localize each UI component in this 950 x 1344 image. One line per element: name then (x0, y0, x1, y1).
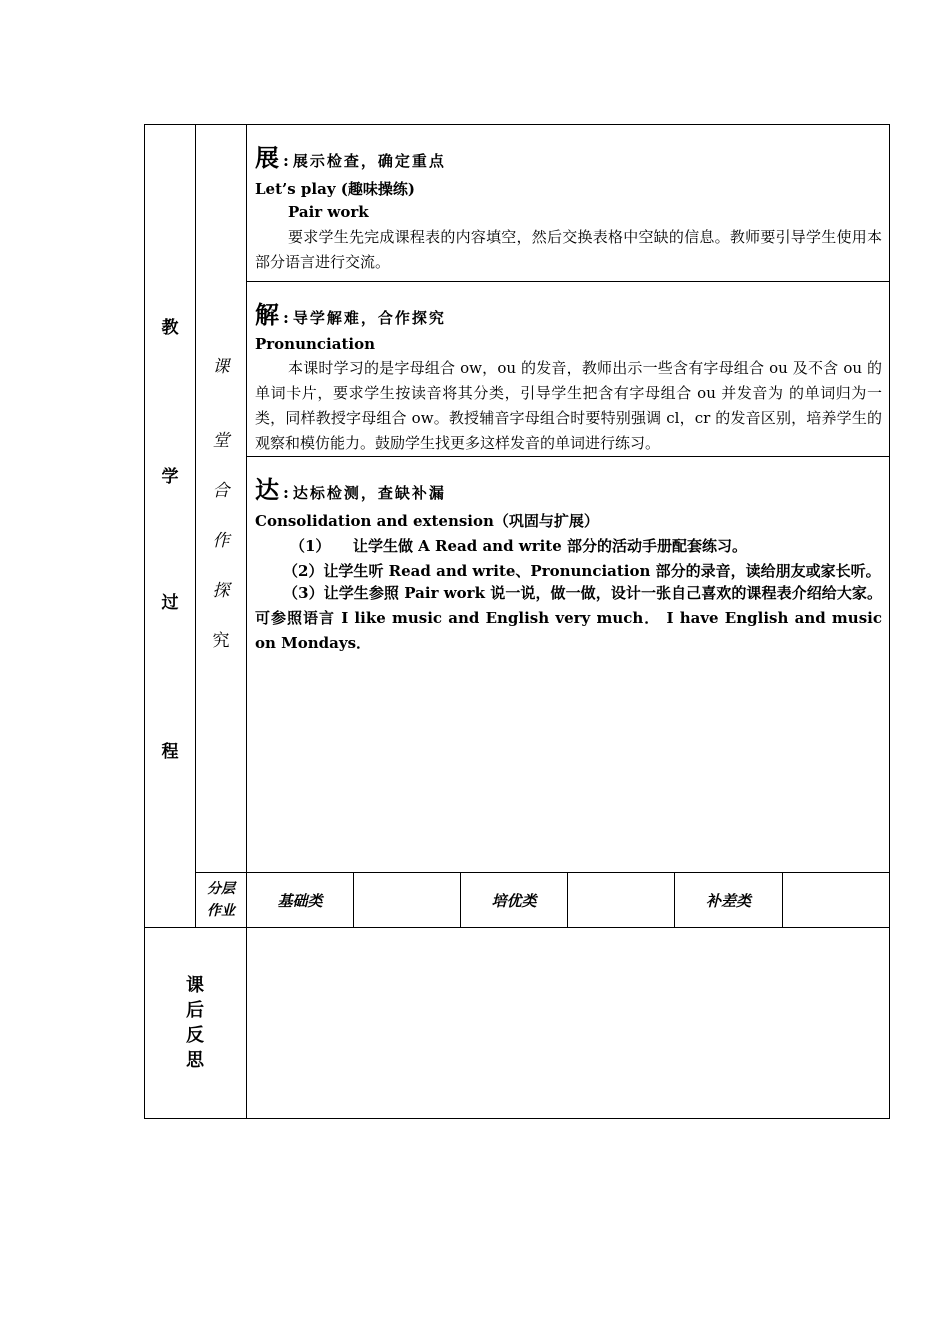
table-border-bottom (144, 1118, 890, 1119)
table-border-top (144, 124, 890, 125)
section-da-item-3: （3）让学生参照 Pair work 说一说，做一做，设计一张自己喜欢的课程表介绍给大家。可参照语言 I like music and English very much． I have English and music on Mondays． (255, 584, 882, 652)
section-zhan-lets-play: Let’s play (趣味操练) (255, 180, 415, 198)
section-zhan-pair-work: Pair work (288, 203, 369, 221)
section-zhan-colon: : (283, 151, 289, 170)
cooperation-char-2: 堂 (212, 431, 230, 451)
homework-advanced-field[interactable] (568, 873, 674, 927)
homework-remedial-field[interactable] (783, 873, 889, 927)
reflection-char-4: 思 (186, 1050, 204, 1071)
section-zhan-paragraph: 要求学生先完成课程表的内容填空，然后交换表格中空缺的信息。教师要引导学生使用本部分语言进行交流。 (255, 228, 882, 271)
divider-row-zhan (246, 281, 890, 282)
divider-row-jie (246, 456, 890, 457)
section-jie-pronunciation: Pronunciation (255, 335, 375, 353)
table-border-right (889, 124, 890, 1119)
cooperation-char-5: 探 (212, 581, 230, 601)
homework-label-line-2: 作业 (207, 903, 235, 919)
section-zhan-heading (255, 138, 446, 173)
homework-label (196, 873, 246, 927)
teaching-process-char-4: 程 (161, 742, 179, 762)
divider-col-1 (195, 124, 196, 927)
homework-basic-label: 基础类 (277, 891, 323, 910)
section-jie-subtitle: 导学解难，合作探究 (292, 309, 446, 327)
homework-advanced-label: 培优类 (491, 891, 537, 910)
section-da-item-1: （1） 让学生做 A Read and write 部分的活动手册配套练习。 (290, 537, 748, 555)
teaching-process-char-3: 过 (161, 593, 179, 613)
section-jie-heading (255, 295, 446, 330)
section-zhan-big-char: 展 (255, 143, 279, 172)
section-da-item-2: （2）让学生听 Read and write、Pronunciation 部分的录音，读给朋友或家长听。 (283, 562, 881, 580)
reflection-char-1: 课 (186, 975, 204, 996)
section-jie-big-char: 解 (255, 300, 279, 329)
section-da-big-char: 达 (255, 475, 279, 504)
reflection-char-2: 后 (186, 1000, 204, 1021)
teaching-process-char-1: 教 (161, 318, 179, 338)
section-jie-paragraph: 本课时学习的是字母组合 ow，ou 的发音，教师出示一些含有字母组合 ou 及不含 ou 的单词卡片，要求学生按读音将其分类，引导学生把含有字母组合 ou 并发音为 的单词归为一类，同样教授字母组合 ow。教授辅音字母组合时要特别强调 cl，cr 的发音区别，培养学生的观察和模仿能力。鼓励学生找更多这样发音的单词进行练习。 (255, 359, 882, 452)
reflection-content-area[interactable] (247, 928, 889, 1118)
section-zhan-subtitle: 展示检查，确定重点 (292, 152, 446, 170)
reflection-label (180, 973, 210, 1073)
cooperation-char-3: 合 (212, 481, 230, 501)
teaching-process-char-2: 学 (161, 467, 179, 487)
homework-remedial-label: 补差类 (705, 891, 751, 910)
section-da-consolidation: Consolidation and extension（巩固与扩展） (255, 512, 599, 530)
cooperation-char-6: 究 (212, 631, 230, 651)
section-da-subtitle: 达标检测，查缺补漏 (292, 484, 446, 502)
homework-label-line-1: 分层 (207, 881, 235, 897)
cooperation-char-1: 课 (212, 357, 230, 377)
table-border-left (144, 124, 145, 1119)
reflection-char-3: 反 (186, 1025, 204, 1046)
cooperation-char-4: 作 (212, 531, 230, 551)
homework-basic-field[interactable] (354, 873, 460, 927)
section-jie-colon: : (283, 308, 289, 327)
section-da-colon: : (283, 483, 289, 502)
section-da-heading (255, 470, 446, 505)
